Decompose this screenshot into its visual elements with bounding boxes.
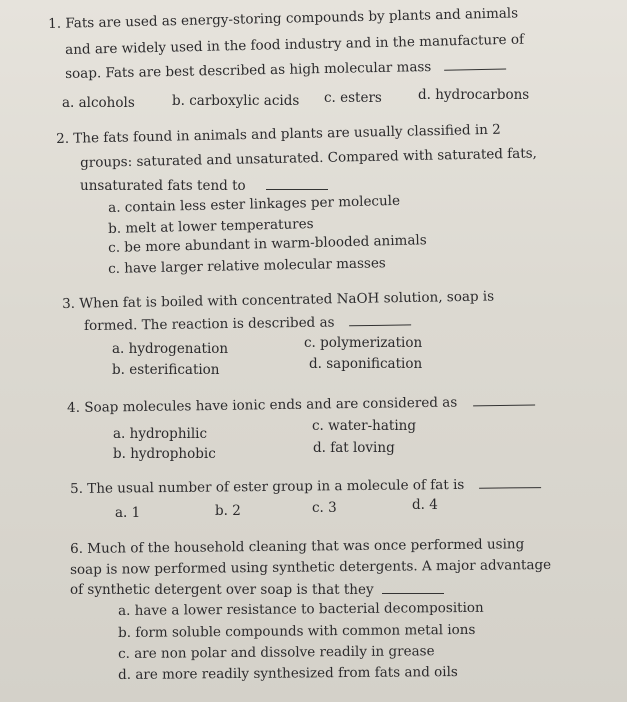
- q1-answer-blank[interactable]: [443, 58, 505, 71]
- q4-line-1: 4. Soap molecules have ionic ends and are considered as: [67, 393, 536, 416]
- q6-option-c[interactable]: c. are non polar and dissolve readily in grease: [118, 643, 435, 662]
- q3-line-1: 3. When fat is boiled with concentrated NaOH solution, soap is: [62, 288, 495, 312]
- q3-option-d[interactable]: d. saponification: [309, 356, 423, 372]
- q2-option-b[interactable]: b. melt at lower temperatures: [108, 215, 314, 237]
- q1-option-a[interactable]: a. alcohols: [62, 95, 135, 111]
- q1-number: 1.: [48, 15, 62, 32]
- q1-option-b[interactable]: b. carboxylic acids: [172, 93, 300, 109]
- q2-line-3: unsaturated fats tend to: [80, 178, 328, 194]
- q5-option-a[interactable]: a. 1: [115, 505, 141, 521]
- q6-line-3: of synthetic detergent over soap is that they: [70, 582, 444, 598]
- q2-option-d[interactable]: c. have larger relative molecular masses: [108, 255, 386, 277]
- q2-option-a[interactable]: a. contain less ester linkages per molecule: [108, 192, 401, 216]
- q5-line-1: 5. The usual number of ester group in a molecule of fat is: [70, 476, 541, 497]
- q6-number: 6.: [70, 540, 84, 557]
- q6-option-a[interactable]: a. have a lower resistance to bacterial decomposition: [118, 599, 484, 619]
- q4-option-b[interactable]: b. hydrophobic: [113, 446, 216, 462]
- q1-option-c[interactable]: c. esters: [324, 90, 382, 106]
- q6-option-d[interactable]: d. are more readily synthesized from fats and oils: [118, 664, 458, 683]
- q2-number: 2.: [56, 130, 70, 147]
- q2-answer-blank[interactable]: [266, 178, 328, 190]
- q5-number: 5.: [70, 480, 84, 497]
- q4-option-c[interactable]: c. water-hating: [312, 418, 416, 434]
- q2-line-2: groups: saturated and unsaturated. Compared with saturated fats,: [80, 145, 538, 171]
- q4-answer-blank[interactable]: [473, 393, 535, 406]
- q1-line-1: 1. Fats are used as energy-storing compounds by plants and animals: [48, 5, 519, 32]
- q4-number: 4.: [67, 399, 81, 416]
- q6-answer-blank[interactable]: [382, 582, 444, 594]
- q1-option-d[interactable]: d. hydrocarbons: [418, 87, 530, 103]
- q3-option-a[interactable]: a. hydrogenation: [112, 341, 229, 357]
- q3-option-c[interactable]: c. polymerization: [304, 335, 423, 351]
- q3-number: 3.: [62, 295, 76, 312]
- q6-line-2: soap is now performed using synthetic detergents. A major advantage: [70, 556, 552, 578]
- q1-line-2: and are widely used in the food industry and in the manufacture of: [65, 31, 525, 58]
- q5-option-c[interactable]: c. 3: [312, 500, 337, 516]
- q2-option-c[interactable]: c. be more abundant in warm-blooded animals: [108, 232, 427, 256]
- q3-option-b[interactable]: b. esterification: [112, 362, 220, 378]
- q1-line-3: soap. Fats are best described as high molecular mass: [65, 58, 506, 82]
- q5-answer-blank[interactable]: [478, 476, 540, 489]
- q6-option-b[interactable]: b. form soluble compounds with common metal ions: [118, 621, 476, 641]
- q6-line-1: 6. Much of the household cleaning that was once performed using: [70, 536, 525, 557]
- q5-option-d[interactable]: d. 4: [412, 497, 438, 513]
- q3-line-2: formed. The reaction is described as: [84, 313, 411, 334]
- q5-option-b[interactable]: b. 2: [215, 503, 241, 519]
- q4-option-a[interactable]: a. hydrophilic: [113, 426, 208, 442]
- q2-line-1: 2. The fats found in animals and plants are usually classified in 2: [56, 121, 501, 147]
- q3-answer-blank[interactable]: [349, 313, 411, 326]
- q4-option-d[interactable]: d. fat loving: [313, 440, 395, 456]
